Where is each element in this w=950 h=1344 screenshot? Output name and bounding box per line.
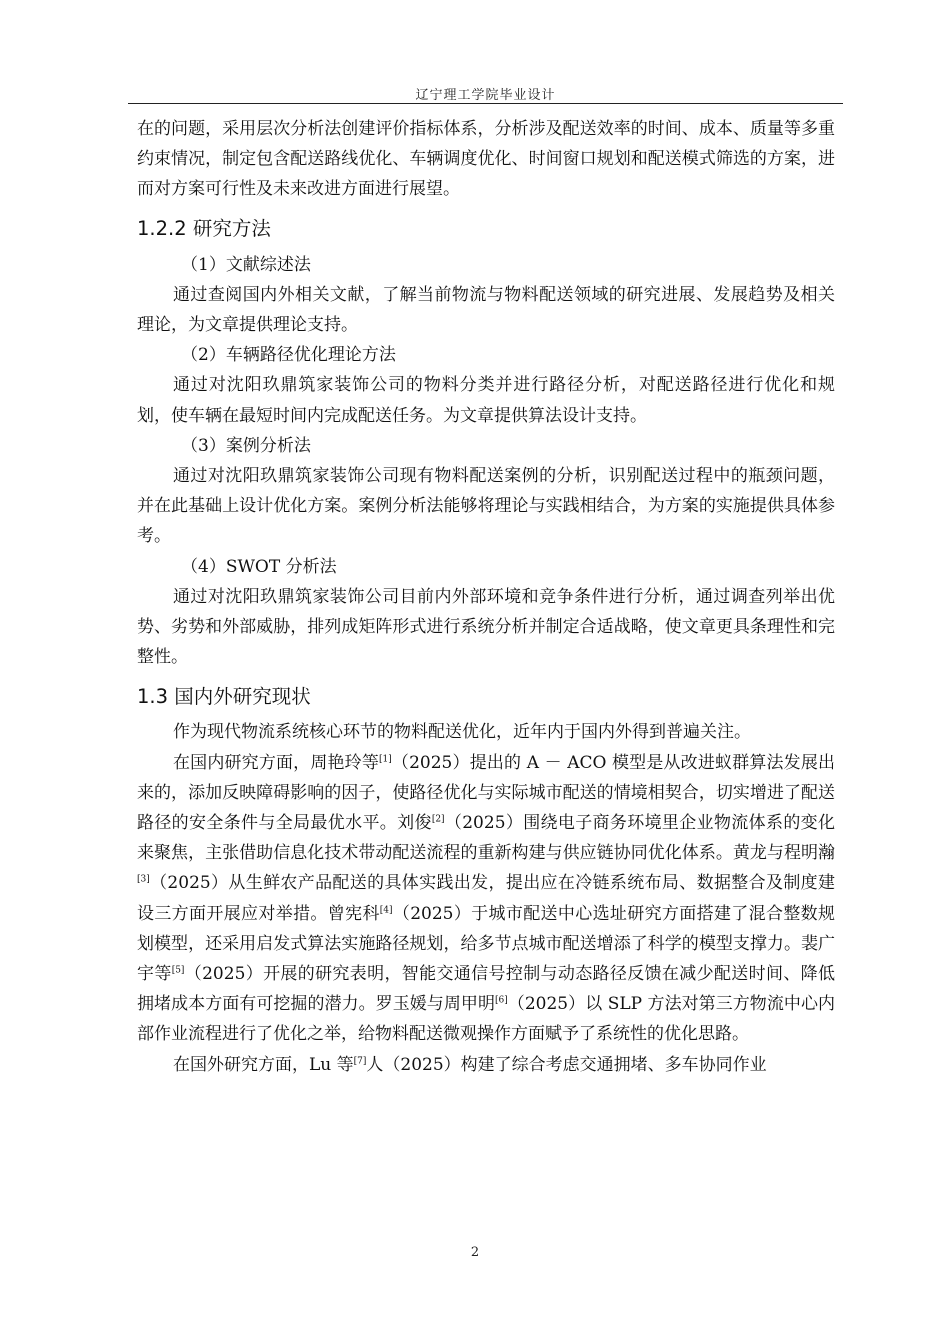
text-run: （2025）从生鲜农产品配送的具体实践出发，提出应在冷链系统布局、数据整合及制度建设三方面开展应对举措。曾宪科 [137,873,835,924]
text-run: （2025）围绕电子商务环境里企业物流体系的变化来聚焦，主张借助信息化技术带动配送流程的重新构建与供应链协同优化体系。黄龙与程明瀚 [137,813,836,864]
citation-ref-6: [6] [495,995,508,1006]
continued-paragraph: 在的问题，采用层次分析法创建评价指标体系，分析涉及配送效率的时间、成本、质量等多重约束情况，制定包含配送路线优化、车辆调度优化、时间窗口规划和配送模式筛选的方案，进而对方案可行性及未来改进方面进行展望。 [137,119,835,200]
method-text-4: 通过对沈阳玖鼎筑家装饰公司目前内外部环境和竞争条件进行分析，通过调查列举出优势、劣势和外部威胁，排列成矩阵形式进行系统分析并制定合适战略，使文章更具条理性和完整性。 [137,586,835,668]
text-run: 人（2025）构建了综合考虑交通拥堵、多车协同作业 [366,1054,767,1075]
method-label-1: （1）文献综述法 [181,254,311,275]
text-run: （2025）开展的研究表明，智能交通信号控制与动态路径反馈在减少配送时间、降低拥堵成本方面有可挖掘的潜力。罗玉媛与周甲明 [137,964,836,1015]
running-header: 辽宁理工学院毕业设计 [415,88,556,103]
section-heading-1-3: 1.3 国内外研究现状 [137,685,311,709]
method-label-2: （2）车辆路径优化理论方法 [181,345,396,366]
method-text-2: 通过对沈阳玖鼎筑家装饰公司的物料分类并进行路径分析，对配送路径进行优化和规划，使车辆在最短时间内完成配送任务。为文章提供算法设计支持。 [137,375,835,426]
citation-ref-2: [2] [431,814,445,825]
page-body [137,114,835,1080]
method-text-3: 通过对沈阳玖鼎筑家装饰公司现有物料配送案例的分析，识别配送过程中的瓶颈问题，并在此基础上设计优化方案。案例分析法能够将理论与实践相结合，为方案的实施提供具体参考。 [137,466,835,547]
text-run: 在国外研究方面，Lu 等 [173,1054,354,1075]
text-run: （2025）于城市配送中心选址研究方面搭建了混合整数规划模型，还采用启发式算法实施路径规划，给多节点城市配送增添了科学的模型支撑力。裴广宇等 [137,903,836,985]
header-rule [128,103,843,104]
text-run: （2025）提出的 A － ACO 模型是从改进蚁群算法发展出来的，添加反映障碍影响的因子，使路径优化与实际城市配送的情境相契合，切实增进了配送路径的安全条件与全局最优水平。刘俊 [137,752,835,834]
citation-ref-4: [4] [379,905,393,916]
foreign-research-paragraph [137,1050,835,1080]
domestic-research-paragraph [137,748,835,1050]
section-heading-1-2-2: 1.2.2 研究方法 [137,216,271,240]
citation-ref-3: [3] [137,874,150,885]
method-text-1: 通过查阅国内外相关文献，了解当前物流与物料配送领域的研究进展、发展趋势及相关理论，为文章提供理论支持。 [137,284,835,336]
text-run: 在国内研究方面，周艳玲等 [173,752,380,773]
method-label-3: （3）案例分析法 [181,435,311,456]
citation-ref-7: [7] [353,1056,367,1067]
citation-ref-1: [1] [379,754,392,764]
text-run: （2025）以 SLP 方法对第三方物流中心内部作业流程进行了优化之举，给物料配送微观操作方面赋予了系统性的优化思路。 [137,994,835,1045]
method-label-4: （4）SWOT 分析法 [181,556,337,577]
research-status-intro: 作为现代物流系统核心环节的物料配送优化，近年内于国内外得到普遍关注。 [173,722,751,743]
page-number: 2 [470,1245,480,1260]
citation-ref-5: [5] [171,965,185,976]
